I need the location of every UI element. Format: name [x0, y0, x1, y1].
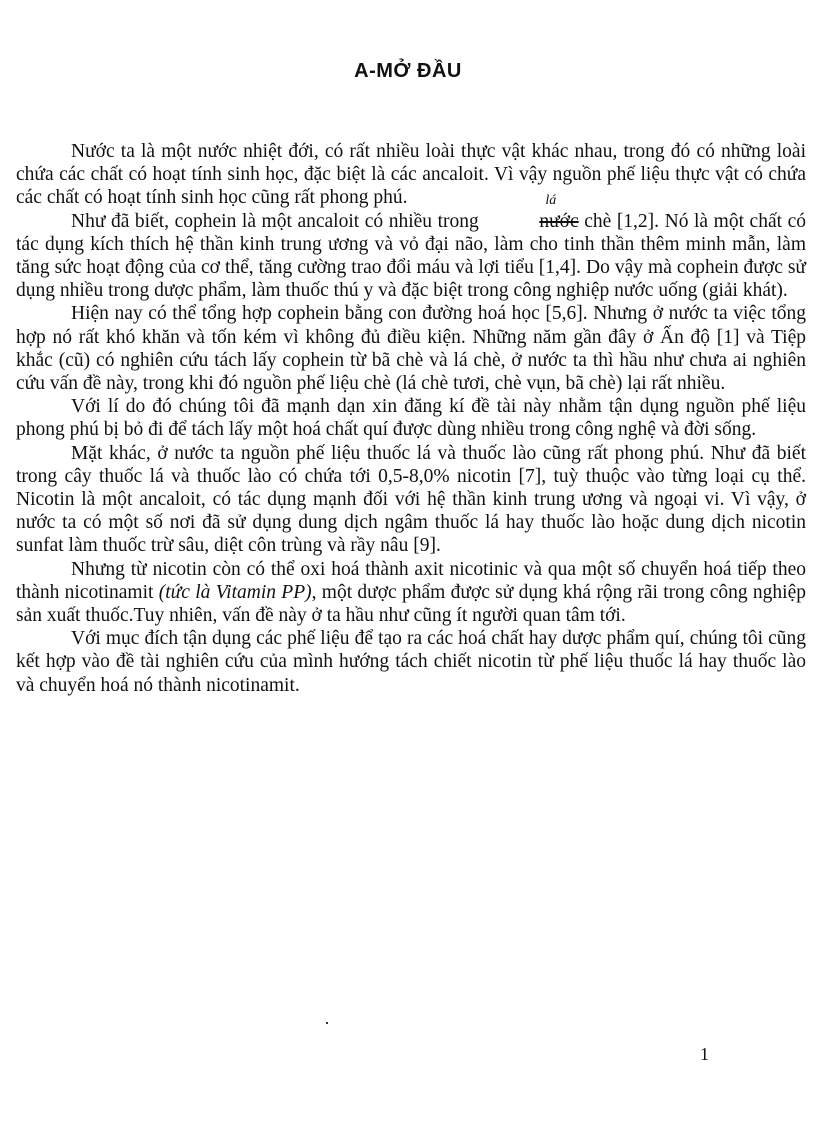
- paragraph: Nước ta là một nước nhiệt đới, có rất nhiều loài thực vật khác nhau, trong đó có những loài chứa các chất có hoạt tính sinh học, đặc biệt là các ancaloit. Vì vậy nguồn phế liệu thực vật có chứa các chất có hoạt tính sinh học cũng rất phong phú.: [16, 141, 806, 209]
- paragraph: [16, 192, 807, 303]
- paragraph: Hiện nay có thể tổng hợp cophein bằng con đường hoá học [5,6]. Nhưng ở nước ta việc tổng hợp nó rất khó khăn và tốn kém vì không đủ điều kiện. Những năm gần đây ở Ấn độ [1] và Tiệp khắc (cũ) có nghiên cứu tách lấy cophein từ bã chè và lá chè, ở nước ta thì hầu như chưa ai nghiên cứu vấn đề này, trong khi đó nguồn phế liệu chè (lá chè tươi, chè vụn, bã chè) lại rất nhiều.: [16, 303, 806, 395]
- body-text: [16, 140, 806, 697]
- paragraph: [16, 558, 806, 628]
- page-number: 1: [700, 1044, 709, 1064]
- struck-word: nước: [539, 210, 579, 232]
- paragraph: Mặt khác, ở nước ta nguồn phế liệu thuốc lá và thuốc lào cũng rất phong phú. Như đã biết trong cây thuốc lá và thuốc lào có chứa tới 0,5-8,0% nicotin [7], tuỳ thuộc vào từng loại cụ thể. Nicotin là một ancaloit, có tác dụng mạnh đối với hệ thần kinh trung ương và ngoại vi. Vì vậy, ở nước ta có một số nơi đã sử dụng dung dịch ngâm thuốc lá hay thuốc lào hoặc dung dịch nicotin sunfat làm thuốc trừ sâu, diệt côn trùng và rầy nâu [9].: [16, 442, 806, 557]
- page-title: A-MỞ ĐẦU: [354, 60, 462, 82]
- handwritten-correction: [484, 192, 579, 233]
- paragraph: Với lí do đó chúng tôi đã mạnh dạn xin đăng kí đề tài này nhằm tận dụng nguồn phế liệu phong phú bị bỏ đi để tách lấy một hoá chất quí được dùng nhiều trong công nghệ và đời sống.: [16, 396, 806, 441]
- scan-speck: [326, 1022, 328, 1024]
- paragraph-text: , một dược phẩm được sử dụng khá rộng rãi trong công nghiệp sản xuất thuốc.Tuy nhiên, vấn đề này ở ta hầu như cũng ít người quan tâm tới.: [16, 581, 806, 627]
- handwritten-note: lá: [545, 192, 557, 208]
- italic-note: (tức là Vitamin PP): [158, 581, 312, 603]
- paragraph-text: chè [1,2]. Nó là một chất có tác dụng kích thích hệ thần kinh trung ương và vỏ đại não, làm cho tinh thần thêm minh mẫn, làm tăng sức hoạt động của cơ thể, tăng cường trao đổi máu và lợi tiểu [1,4]. Do vậy mà cophein được sử dụng nhiều trong dược phẩm, làm thuốc thú y và đặc biệt trong công nghiệp nước uống (giải khát).: [16, 210, 807, 302]
- paragraph-text: Nhưng từ nicotin còn có thể oxi hoá thành axit nicotinic và qua một số chuyển hoá tiếp theo thành nicotinamit: [16, 558, 806, 603]
- paragraph-text: Như đã biết, cophein là một ancaloit có nhiều trong: [71, 210, 485, 232]
- paragraph: Với mục đích tận dụng các phế liệu để tạo ra các hoá chất hay dược phẩm quí, chúng tôi cũng kết hợp vào đề tài nghiên cứu của mình hướng tách chiết nicotin từ phế liệu thuốc lá hay thuốc lào và chuyển hoá nó thành nicotinamit.: [16, 628, 806, 696]
